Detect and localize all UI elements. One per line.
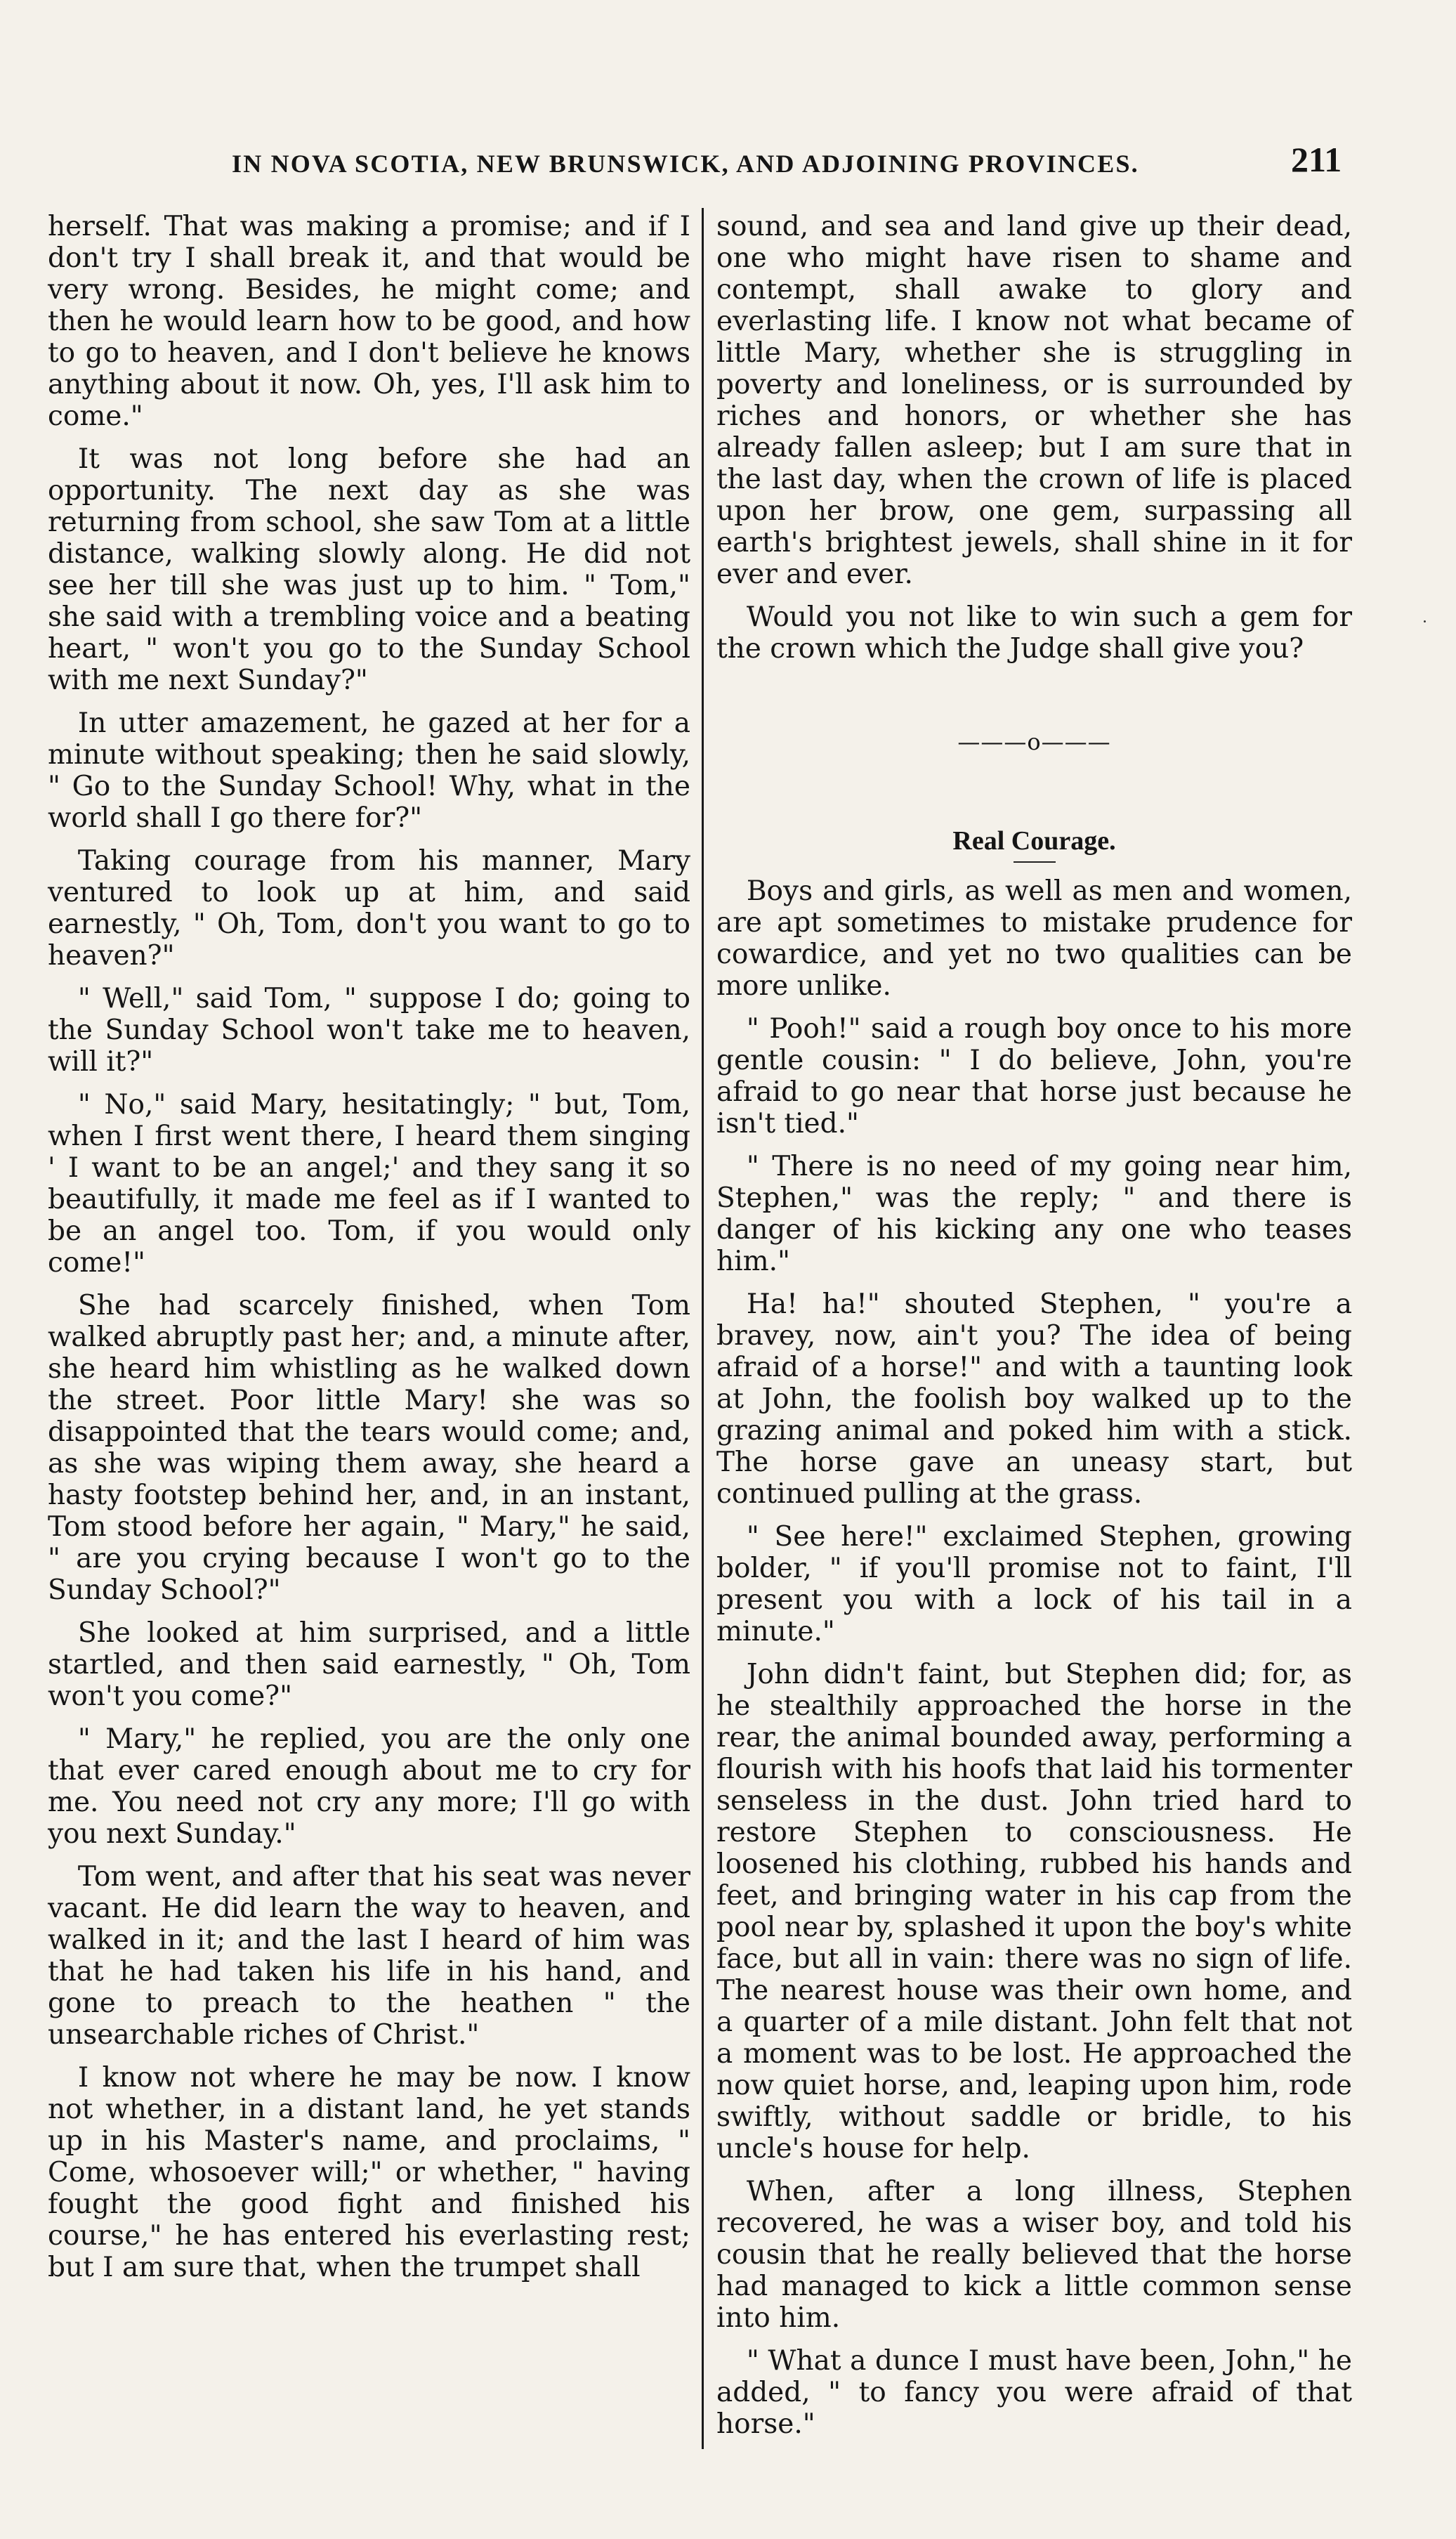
paragraph: When, after a long illness, Stephen recovered, he was a wiser boy, and told his cousin that he really believed that the horse had managed to kick a little common sense into him. <box>716 2176 1352 2334</box>
paragraph: John didn't faint, but Stephen did; for, as he stealthily approached the horse in the rear, the animal bounded away, performing a flourish with his hoofs that laid his tormenter senseless in the dust. John tried hard to restore Stephen to consciousness. He loosened his clothing, rubbed his hands and feet, and bringing water in his cap from the pool near by, splashed it upon the boy's white face, but all in vain: there was no sign of life. The nearest house was their own home, and a quarter of a mile distant. John felt that not a moment was to be lost. He approached the now quiet horse, and, leaping upon him, rode swiftly, without saddle or bridle, to his uncle's house for help. <box>716 1659 1352 2165</box>
section-title: Real Courage. <box>952 826 1116 856</box>
paragraph: Would you not like to win such a gem for the crown which the Judge shall give you? <box>716 601 1352 665</box>
paragraph: " Pooh!" said a rough boy once to his more gentle cousin: " I do believe, John, you're afraid to go near that horse just because he isn't tied." <box>716 1013 1352 1140</box>
paragraph: " What a dunce I must have been, John," he added, " to fancy you were afraid of that horse." <box>716 2345 1352 2440</box>
paragraph: Tom went, and after that his seat was never vacant. He did learn the way to heaven, and walked in it; and the last I heard of him was that he had taken his life in his hand, and gone to preach to the heathen " the unsearchable riches of Christ." <box>48 1861 690 2051</box>
paragraph: " See here!" exclaimed Stephen, growing bolder, " if you'll promise not to faint, I'll present you with a lock of his tail in a minute." <box>716 1521 1352 1647</box>
title-rule <box>1014 861 1056 863</box>
paragraph: She had scarcely finished, when Tom walked abruptly past her; and, a minute after, she heard him whistling as he walked down the street. Poor little Mary! she was so disappointed that the tears would come; and, as she was wiping them away, she heard a hasty footstep behind her, and, in an instant, Tom stood before her again, " Mary," he said, " are you crying because I won't go to the Sunday School?" <box>48 1290 690 1606</box>
paragraph: sound, and sea and land give up their dead, one who might have risen to shame and contempt, shall awake to glory and everlasting life. I know not what became of little Mary, whether she is struggling in poverty and loneliness, or is surrounded by riches and honors, or whether she has already fallen asleep; but I am sure that in the last day, when the crown of life is placed upon her brow, one gem, surpassing all earth's brightest jewels, shall shine in it for ever and ever. <box>716 211 1352 590</box>
paragraph: Ha! ha!" shouted Stephen, " you're a bravey, now, ain't you? The idea of being afraid of a horse!" and with a taunting look at John, the foolish boy walked up to the grazing animal and poked him with a stick. The horse gave an uneasy start, but continued pulling at the grass. <box>716 1288 1352 1510</box>
paragraph: Boys and girls, as well as men and women, are apt sometimes to mistake prudence for cowardice, and yet no two qualities can be more unlike. <box>716 875 1352 1002</box>
right-column <box>716 211 1352 2451</box>
paragraph: " Mary," he replied, you are the only one that ever cared enough about me to cry for me. You need not cry any more; I'll go with you next Sunday." <box>48 1723 690 1850</box>
column-divider <box>702 208 704 2449</box>
section-ornament: ———o——— <box>957 729 1111 755</box>
paragraph: She looked at him surprised, and a little startled, and then said earnestly, " Oh, Tom won't you come?" <box>48 1617 690 1712</box>
paragraph: Taking courage from his manner, Mary ventured to look up at him, and said earnestly, " Oh, Tom, don't you want to go to heaven?" <box>48 845 690 972</box>
paragraph: herself. That was making a promise; and if I don't try I shall break it, and that would be very wrong. Besides, he might come; and then he would learn how to be good, and how to go to heaven, and I don't believe he knows anything about it now. Oh, yes, I'll ask him to come." <box>48 211 690 432</box>
paragraph: " There is no need of my going near him, Stephen," was the reply; " and there is danger of his kicking any one who teases him." <box>716 1151 1352 1277</box>
stray-print-mark: ˙ <box>1420 618 1429 639</box>
left-column <box>48 211 690 2295</box>
paragraph: It was not long before she had an opportunity. The next day as she was returning from school, she saw Tom at a little distance, walking slowly along. He did not see her till she was just up to him. " Tom," she said with a trembling voice and a beating heart, " won't you go to the Sunday School with me next Sunday?" <box>48 443 690 696</box>
paragraph: " No," said Mary, hesitatingly; " but, Tom, when I first went there, I heard them singing ' I want to be an angel;' and they sang it so beautifully, it made me feel as if I wanted to be an angel too. Tom, if you would only come!" <box>48 1089 690 1279</box>
paragraph: I know not where he may be now. I know not whether, in a distant land, he yet stands up in his Master's name, and proclaims, " Come, whosoever will;" or whether, " having fought the good fight and finished his course," he has entered his everlasting rest; but I am sure that, when the trumpet shall <box>48 2062 690 2283</box>
paragraph: In utter amazement, he gazed at her for a minute without speaking; then he said slowly, " Go to the Sunday School! Why, what in the world shall I go there for?" <box>48 707 690 834</box>
paragraph: " Well," said Tom, " suppose I do; going to the Sunday School won't take me to heaven, will it?" <box>48 983 690 1078</box>
page-number: 211 <box>1291 140 1342 179</box>
running-head: IN NOVA SCOTIA, NEW BRUNSWICK, AND ADJOINING PROVINCES. <box>232 150 1139 178</box>
